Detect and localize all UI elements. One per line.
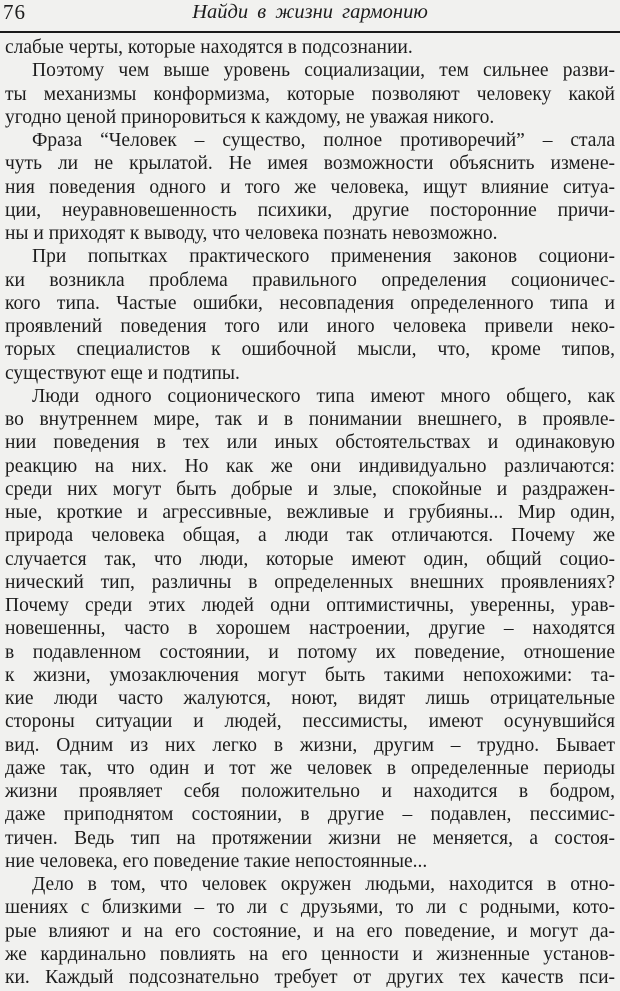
text-line: проявлений поведения того или иного человека привели неко-: [5, 316, 615, 337]
paragraph: [5, 873, 615, 989]
text-line: ки. Каждый подсознательно требует от других тех качеств пси-: [5, 967, 615, 988]
text-line: вид. Одним из них легко в жизни, другим – трудно. Бывает: [5, 734, 615, 756]
text-line: чуть ли не крылатой. Не имея возможности объяснить измене-: [5, 153, 615, 175]
text-line: ные, кроткие и агрессивные, вежливые и грубияны... Мир один,: [5, 502, 615, 523]
text-line: ки возникла проблема правильного определения соционичес-: [5, 269, 615, 291]
text-line: ние человека, его поведение такие непостоянные...: [5, 850, 428, 872]
text-line: реакцию на них. Но как же они индивидуально различаются:: [5, 455, 615, 477]
page-header: [0, 0, 620, 33]
text-line: слабые черты, которые находятся в подсознании.: [5, 37, 413, 58]
text-line: среди них могут быть добрые и злые, спокойные и раздражен-: [5, 478, 615, 500]
text-line: кие люди часто жалуются, ноют, видят лишь отрицательные: [5, 688, 615, 709]
text-line: тичен. Ведь тип на протяжении жизни не меняется, а состоя-: [5, 827, 615, 849]
text-line: Фраза “Человек – существо, полное противоречий” – стала: [32, 130, 615, 151]
text-line: ции, неуравновешенность психики, другие посторонние причи-: [5, 199, 615, 221]
text-line: Люди одного соционического типа имеют много общего, как: [32, 385, 615, 407]
page-body: [0, 33, 620, 989]
text-line: природа человека общая, а люди так отличаются. Почему же: [5, 525, 615, 547]
text-line: случается так, что люди, которые имеют один, общий социо-: [5, 548, 615, 570]
text-line: даже так, что один и тот же человек в определенные периоды: [5, 757, 615, 779]
page-number: 76: [3, 0, 26, 24]
text-line: даже приподнятом состоянии, в другие – подавлен, пессимис-: [5, 804, 615, 826]
text-line: существуют еще и подтипы.: [5, 362, 240, 384]
text-line: нии поведения в тех или иных обстоятельствах и одинаковую: [5, 432, 615, 454]
paragraph: [5, 36, 615, 59]
text-line: шениях с близкими – то ли с друзьями, то ли с родными, кото-: [5, 897, 615, 919]
text-line: торых специалистов к ошибочной мысли, что, кроме типов,: [5, 339, 615, 361]
text-line: новешенны, часто в хорошем настроении, другие – находятся: [5, 618, 615, 640]
text-line: ния поведения одного и того же человека, ищут влияние ситуа-: [5, 176, 615, 198]
text-line: Поэтому чем выше уровень социализации, тем сильнее разви-: [32, 60, 615, 82]
running-title: Найди в жизни гармонию: [192, 1, 428, 23]
text-line: ны и приходят к выводу, что человека познать невозможно.: [5, 223, 498, 244]
text-line: же кардинально повлиять на его ценности и жизненные установ-: [5, 943, 615, 965]
text-line: к жизни, умозаключения могут быть такими непохожими: та-: [5, 664, 615, 686]
text-line: в подавленном состоянии, и потому их поведение, отношение: [5, 641, 615, 663]
text-line: во внутреннем мире, так и в понимании внешнего, в проявле-: [5, 409, 615, 430]
text-line: Дело в том, что человек окружен людьми, находится в отно-: [32, 874, 615, 895]
paragraph: [5, 385, 615, 873]
text-line: жизни проявляет себя положительно и находится в бодром,: [5, 781, 615, 802]
text-line: При попытках практического применения законов социони-: [32, 246, 615, 268]
paragraph: [5, 129, 615, 245]
text-line: ты механизмы конформизма, которые позволяют человеку какой: [5, 83, 615, 105]
text-line: Почему среди этих людей одни оптимистичны, уверенны, урав-: [5, 595, 615, 616]
paragraph: [5, 59, 615, 129]
text-line: стороны ситуации и людей, пессимисты, имеют осунувшийся: [5, 711, 615, 733]
text-line: кого типа. Частые ошибки, несовпадения определенного типа и: [5, 292, 615, 314]
text-line: угодно ценой приноровиться к каждому, не уважая никого.: [5, 106, 495, 128]
paragraph: [5, 245, 615, 385]
text-line: рые влияют и на его состояние, и на его поведение, и могут да-: [5, 920, 615, 942]
text-line: нический тип, различны в определенных внешних проявлениях?: [5, 571, 615, 593]
